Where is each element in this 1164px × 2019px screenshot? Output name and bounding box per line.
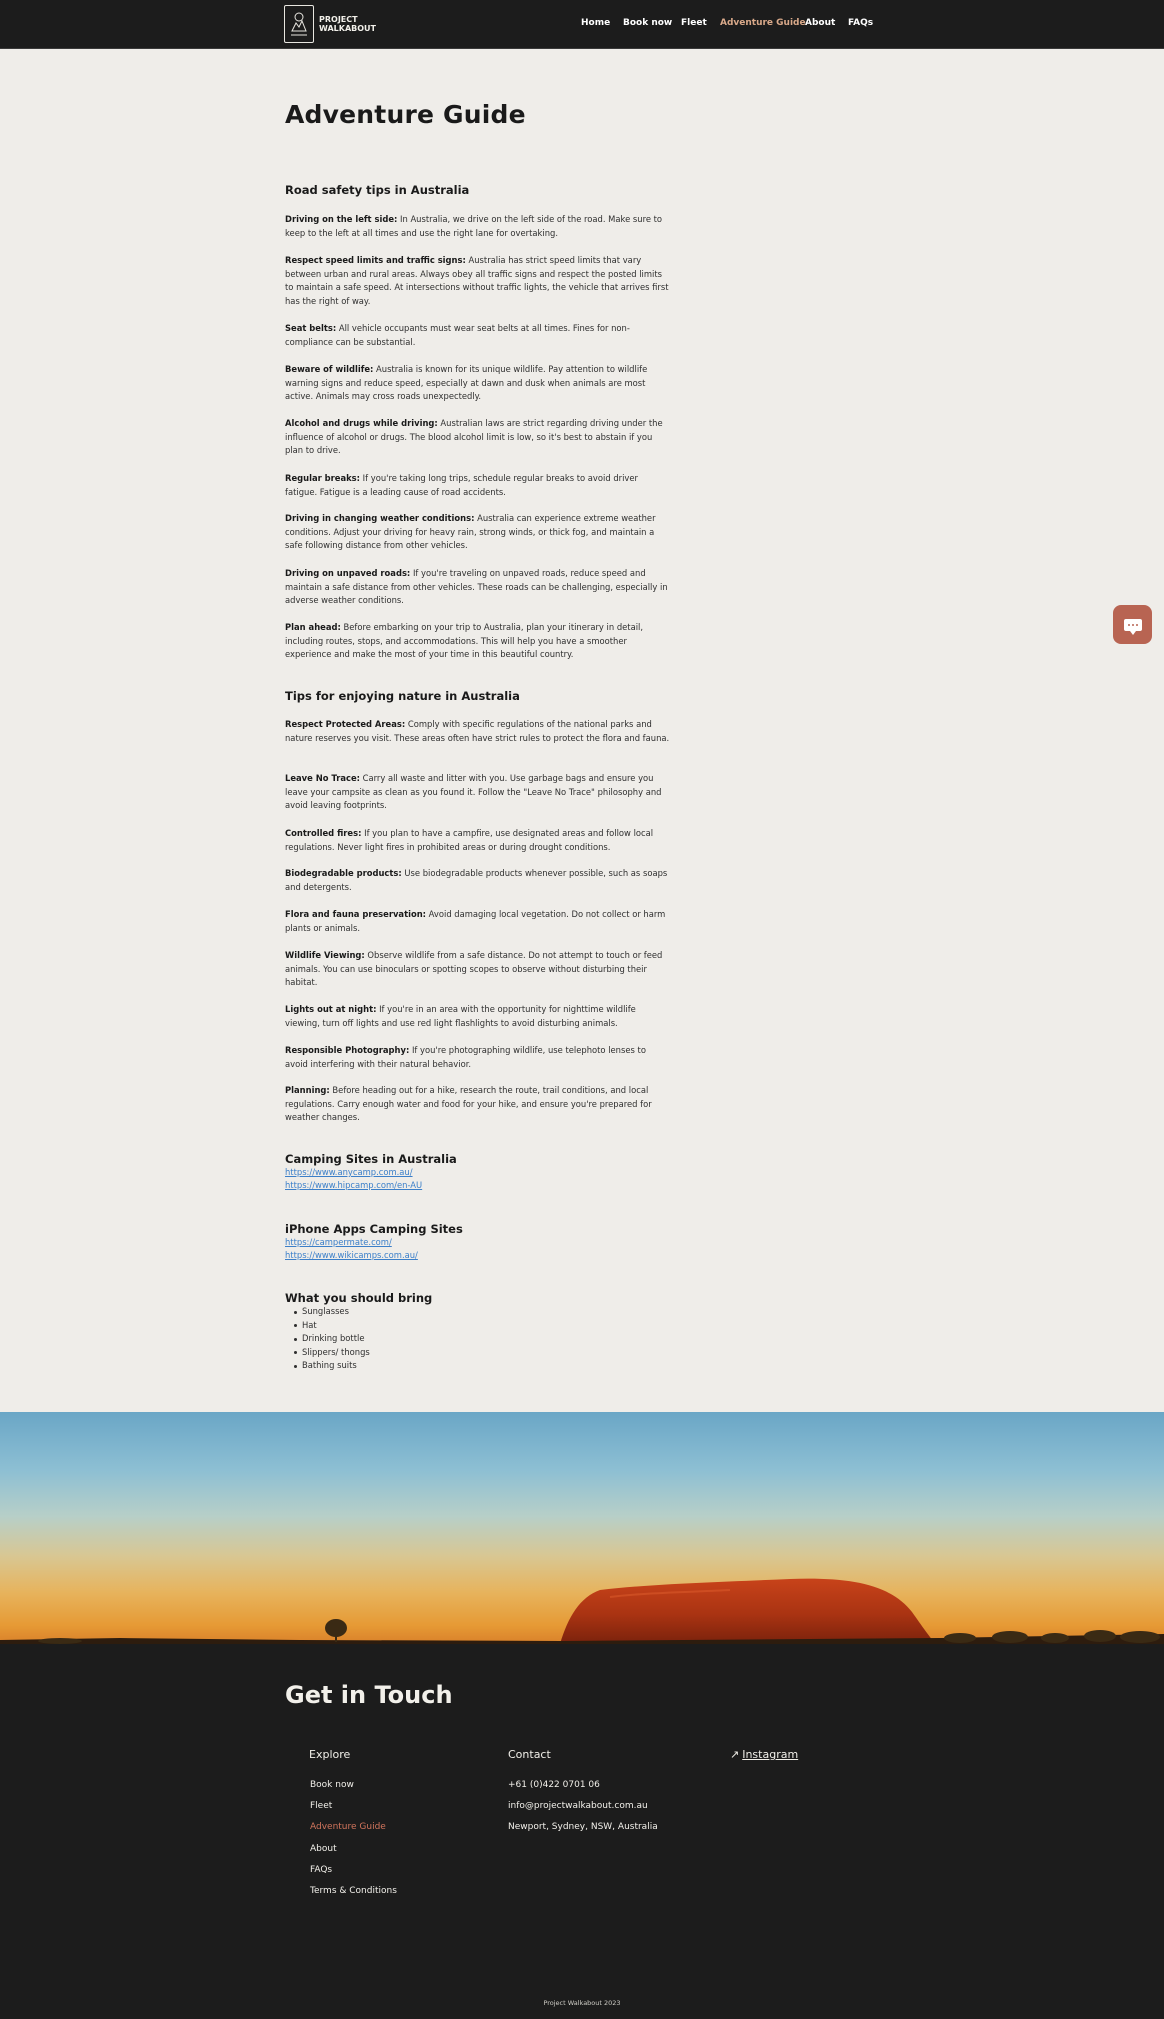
contact-heading: Contact (508, 1748, 551, 1761)
camping-site-link[interactable]: https://www.anycamp.com.au/ (285, 1167, 413, 1177)
footer-link-adventure-guide[interactable]: Adventure Guide (310, 1822, 386, 1832)
arrow-up-right-icon: ↗ (730, 1748, 740, 1761)
tip-label: Flora and fauna preservation: (285, 909, 427, 919)
chat-button[interactable] (1113, 605, 1152, 644)
road-safety-tip (285, 621, 670, 662)
tip-text: In Australia, we drive on the left side of the road. Make sure to keep to the left at all times and use the right lane for overtaking. (285, 214, 663, 238)
nav-faqs[interactable]: FAQs (848, 18, 874, 28)
road-safety-heading: Road safety tips in Australia (285, 183, 470, 197)
nature-tip (285, 867, 670, 894)
tip-label: Respect speed limits and traffic signs: (285, 255, 466, 265)
nature-tip (285, 718, 670, 745)
road-safety-tip (285, 363, 670, 404)
tip-label: Alcohol and drugs while driving: (285, 418, 438, 428)
road-safety-tip (285, 254, 670, 308)
iphone-app-link[interactable]: https://campermate.com/ (285, 1237, 392, 1247)
list-item: Hat (285, 1319, 370, 1333)
nav-book-now[interactable]: Book now (623, 18, 673, 28)
tip-label: Controlled fires: (285, 828, 362, 838)
instagram-label: Instagram (742, 1748, 799, 1761)
nav-adventure-guide[interactable]: Adventure Guide (720, 18, 806, 28)
list-item: Bathing suits (285, 1359, 370, 1373)
tip-text: Australia can experience extreme weather conditions. Adjust your driving for heavy rain, strong winds, or thick fog, and maintain a safe following distance from other vehicles. (285, 513, 656, 550)
road-safety-tip (285, 213, 670, 240)
footer-link-terms[interactable]: Terms & Conditions (310, 1886, 397, 1896)
tip-label: Regular breaks: (285, 473, 361, 483)
tip-text: If you plan to have a campfire, use designated areas and follow local regulations. Never light fires in prohibited areas or during drought conditions. (285, 828, 654, 852)
instagram-link[interactable] (730, 1748, 798, 1761)
road-safety-tip (285, 567, 670, 608)
nav-home[interactable]: Home (581, 18, 611, 28)
nav-about[interactable]: About (805, 18, 836, 28)
tip-label: Planning: (285, 1085, 330, 1095)
landscape-image (0, 1412, 1164, 1644)
main-nav (0, 0, 1164, 49)
tip-label: Driving on unpaved roads: (285, 568, 411, 578)
footer-link-about[interactable]: About (310, 1844, 337, 1854)
tip-text: Australian laws are strict regarding driving under the influence of alcohol or drugs. The blood alcohol limit is low, so it's best to abstain if you plan to drive. (285, 418, 663, 455)
tip-label: Respect Protected Areas: (285, 719, 406, 729)
bring-heading: What you should bring (285, 1291, 433, 1305)
tip-label: Plan ahead: (285, 622, 341, 632)
iphone-apps-heading: iPhone Apps Camping Sites (285, 1222, 463, 1236)
road-safety-tip (285, 472, 670, 499)
nature-tip (285, 827, 670, 854)
road-safety-tip (285, 417, 670, 458)
logo-line-2: WALKABOUT (319, 24, 376, 33)
contact-email: info@projectwalkabout.com.au (508, 1801, 648, 1811)
iphone-app-link[interactable]: https://www.wikicamps.com.au/ (285, 1250, 418, 1260)
footer-title: Get in Touch (285, 1681, 453, 1709)
tip-text: Avoid damaging local vegetation. Do not collect or harm plants or animals. (285, 909, 666, 933)
tip-text: Before heading out for a hike, research the route, trail conditions, and local regulations. Carry enough water and food for your hike, and ensure you're prepared for weather changes. (285, 1085, 652, 1122)
footer-link-faqs[interactable]: FAQs (310, 1865, 333, 1875)
list-item: Sunglasses (285, 1305, 370, 1319)
logo-line-1: PROJECT (319, 15, 358, 24)
tip-label: Wildlife Viewing: (285, 950, 365, 960)
explore-heading: Explore (309, 1748, 351, 1761)
footer-link-fleet[interactable]: Fleet (310, 1801, 333, 1811)
tip-text: If you're taking long trips, schedule regular breaks to avoid driver fatigue. Fatigue is a leading cause of road accidents. (285, 473, 638, 497)
list-item: Drinking bottle (285, 1332, 370, 1346)
tip-label: Lights out at night: (285, 1004, 377, 1014)
tip-text: Carry all waste and litter with you. Use garbage bags and ensure you leave your campsite as clean as you found it. Follow the "Leave No Trace" philosophy and avoid leaving footprints. (285, 773, 662, 810)
list-item: Slippers/ thongs (285, 1346, 370, 1360)
site-header (0, 0, 1164, 49)
nature-tip (285, 1084, 670, 1125)
footer-link-book-now[interactable]: Book now (310, 1780, 354, 1790)
camping-site-link[interactable]: https://www.hipcamp.com/en-AU (285, 1180, 423, 1190)
nature-tip (285, 949, 670, 990)
tip-label: Beware of wildlife: (285, 364, 374, 374)
road-safety-tip (285, 322, 670, 349)
page-title: Adventure Guide (285, 100, 526, 129)
chat-icon (1124, 619, 1142, 631)
nature-heading: Tips for enjoying nature in Australia (285, 689, 520, 703)
nature-tip (285, 908, 670, 935)
tip-text: Australia has strict speed limits that vary between urban and rural areas. Always obey all traffic signs and respect the posted limits to maintain a safe speed. At intersections without traffic lights, the vehicle that arrives first has the right of way. (285, 255, 669, 306)
tip-text: Comply with specific regulations of the national parks and nature reserves you visit. These areas often have strict rules to protect the flora and fauna. (285, 719, 670, 743)
road-safety-tip (285, 512, 670, 553)
tip-text: If you're in an area with the opportunity for nighttime wildlife viewing, turn off lights and use red light flashlights to avoid disturbing animals. (285, 1004, 636, 1028)
camping-sites-heading: Camping Sites in Australia (285, 1152, 457, 1166)
tip-text: If you're photographing wildlife, use telephoto lenses to avoid interfering with their natural behavior. (285, 1045, 646, 1069)
tip-text: Australia is known for its unique wildlife. Pay attention to wildlife warning signs and reduce speed, especially at dawn and dusk when animals are most active. Animals may cross roads unexpectedly. (285, 364, 648, 401)
tip-label: Seat belts: (285, 323, 337, 333)
tip-label: Biodegradable products: (285, 868, 402, 878)
tip-label: Leave No Trace: (285, 773, 360, 783)
contact-phone: +61 (0)422 0701 06 (508, 1780, 600, 1790)
contact-address: Newport, Sydney, NSW, Australia (508, 1822, 658, 1832)
tip-text: Before embarking on your trip to Australia, plan your itinerary in detail, including routes, stops, and accommodations. This will help you have a smoother experience and make the most of your time in this beautiful country. (285, 622, 644, 659)
nav-fleet[interactable]: Fleet (681, 18, 707, 28)
nature-tip (285, 772, 670, 813)
tip-text: All vehicle occupants must wear seat belts at all times. Fines for non-compliance can be substantial. (285, 323, 630, 347)
nature-tip (285, 1044, 670, 1071)
tip-label: Responsible Photography: (285, 1045, 410, 1055)
tip-text: Use biodegradable products whenever possible, such as soaps and detergents. (285, 868, 668, 892)
copyright: Project Walkabout 2023 (543, 1999, 621, 2007)
tip-text: If you're traveling on unpaved roads, reduce speed and maintain a safe distance from other vehicles. These roads can be challenging, especially in adverse weather conditions. (285, 568, 668, 605)
site-footer (0, 1644, 1164, 2019)
bring-list (285, 1305, 370, 1373)
tip-text: Observe wildlife from a safe distance. Do not attempt to touch or feed animals. You can use binoculars or spotting scopes to observe without disturbing their habitat. (285, 950, 663, 987)
tip-label: Driving on the left side: (285, 214, 398, 224)
nature-tip (285, 1003, 670, 1030)
tip-label: Driving in changing weather conditions: (285, 513, 475, 523)
